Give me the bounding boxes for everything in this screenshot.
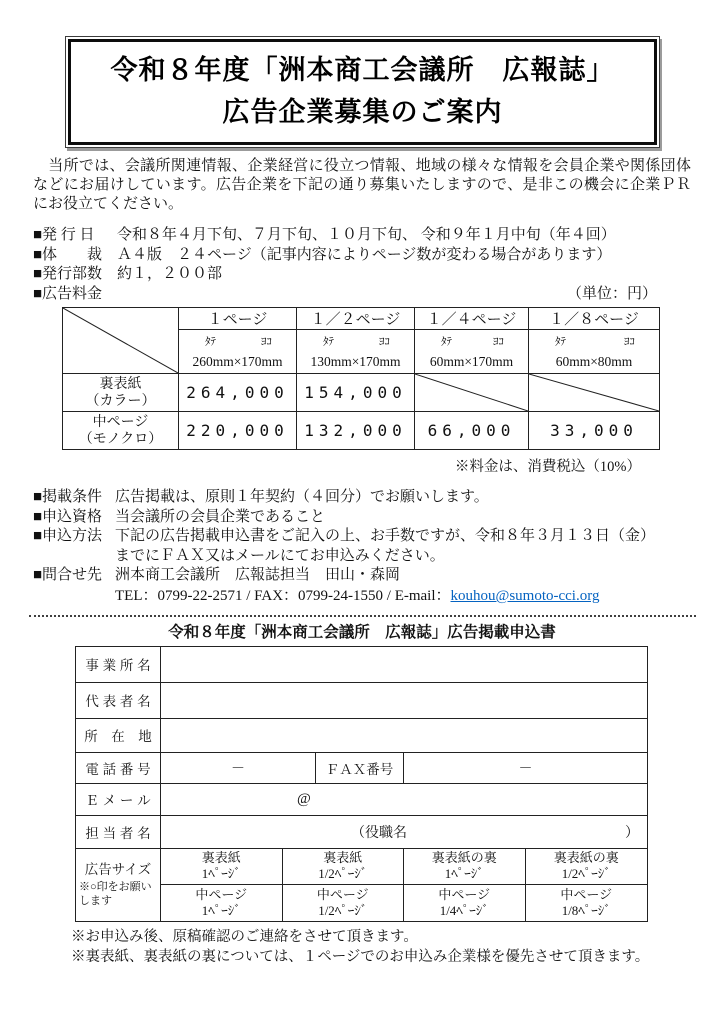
price-col-dims: [179, 330, 297, 374]
price-value: 264,000: [179, 374, 297, 412]
yoko-label: ﾖｺ: [261, 335, 272, 348]
terms-text: 広告掲載は、原則１年契約（４回分）でお願いします。: [115, 489, 489, 505]
info-label: ■発行部数: [33, 266, 103, 282]
form-row-representative: [76, 683, 647, 719]
contact-email-link[interactable]: kouhou@sumoto-cci.org: [450, 587, 600, 604]
terms-text: 下記の広告掲載申込書をご記入の上、お手数ですが、令和８年３月１３日（金）: [115, 528, 656, 545]
intro-paragraph: 当所では、会議所関連情報、企業経営に役立つ情報、地域の様々な情報を会員企業や関係団体などにお届けしています。広告企業を下記の通り募集いたしますので、是非この機会に企業ＰＲにお役立てください。: [33, 158, 691, 212]
contact-tel-fax: TEL：0799-22-2571 / FAX：0799-24-1550 / E-mail：: [115, 587, 451, 604]
price-value: 132,000: [297, 412, 415, 450]
terms-text: 洲本商工会議所 広報誌担当 田山・森岡: [115, 567, 401, 584]
ad-option-back-cover-1p[interactable]: 裏表紙 1ﾍﾟｰｼﾞ: [161, 849, 283, 885]
job-title-open-paren: （役職名: [351, 825, 407, 841]
ad-option-inside-back-cover-1p[interactable]: 裏表紙の裏 1ﾍﾟｰｼﾞ: [404, 849, 526, 885]
terms-row-how-to-apply: [33, 527, 691, 547]
publication-info-list: [33, 226, 691, 304]
terms-row-eligibility: [33, 508, 691, 528]
terms-row-conditions: [33, 488, 691, 508]
price-value: 154,000: [297, 374, 415, 412]
yoko-label: ﾖｺ: [624, 335, 635, 348]
price-col-dims: [297, 330, 415, 374]
dims-value: 130mm×170mm: [310, 353, 401, 369]
tate-label: ﾀﾃ: [555, 335, 566, 348]
tate-label: ﾀﾃ: [205, 335, 216, 348]
form-label-ad-size: 広告サイズ ※○印をお願いします: [76, 849, 161, 921]
price-col-dims: [529, 330, 660, 374]
price-row-label-inner-page: 中ページ （モノクロ）: [63, 412, 179, 450]
circle-mark-note: ※○印をお願いします: [79, 881, 152, 908]
ad-option-back-cover-half[interactable]: 裏表紙 1/2ﾍﾟｰｼﾞ: [283, 849, 405, 885]
dims-value: 60mm×170mm: [429, 353, 514, 369]
terms-label: ■掲載条件: [33, 489, 103, 505]
price-col-header: １／８ページ: [529, 308, 660, 330]
terms-label: ■申込方法: [33, 528, 103, 545]
terms-list: [33, 488, 691, 606]
price-table-corner-diagonal: [63, 308, 179, 374]
doc-title-line2: 広告企業募集のご案内: [222, 97, 503, 127]
footnote-draft-confirmation: ※お申込み後、原稿確認のご連絡をさせて頂きます。: [71, 928, 418, 945]
form-row-phone-fax: [76, 753, 647, 784]
ad-option-inner-page-half[interactable]: 中ページ 1/2ﾍﾟｰｼﾞ: [283, 885, 405, 921]
price-row-label-back-cover: 裏表紙 （カラー）: [63, 374, 179, 412]
price-value: 66,000: [415, 412, 529, 450]
price-cell-na-diagonal: [415, 374, 529, 412]
info-text: 令和８年４月下旬、７月下旬、１０月下旬、 令和９年１月中旬（年４回）: [117, 227, 616, 243]
terms-row-how-to-apply-cont: [33, 547, 691, 567]
tax-note: ※料金は、消費税込（10%）: [454, 459, 641, 475]
form-label-representative: 代 表 者 名: [76, 683, 161, 718]
form-row-ad-size: [76, 849, 647, 921]
price-table: [62, 307, 660, 450]
ad-option-inner-page-eighth[interactable]: 中ページ 1/8ﾍﾟｰｼﾞ: [560, 886, 613, 918]
yoko-label: ﾖｺ: [493, 335, 504, 348]
terms-text: までにＦＡＸ又はメールにてお申込みください。: [115, 547, 445, 564]
form-field-email[interactable]: @: [297, 790, 311, 807]
form-label-address: 所 在 地: [76, 719, 161, 752]
form-row-contact-person: [76, 816, 647, 849]
form-field-business-name[interactable]: [161, 647, 647, 682]
tate-label: ﾀﾃ: [323, 335, 334, 348]
price-value: 220,000: [179, 412, 297, 450]
info-label: ■体 裁: [33, 246, 103, 263]
form-label-fax: ＦＡＸ番号: [316, 753, 404, 783]
diagonal-line-icon: [63, 308, 178, 373]
form-label-email: Ｅ メ ー ル: [76, 784, 161, 815]
form-field-fax[interactable]: －: [518, 761, 533, 777]
form-field-phone[interactable]: －: [161, 753, 316, 783]
application-form-title: 令和８年度「洲本商工会議所 広報誌」広告掲載申込書: [168, 623, 556, 641]
doc-title-line1: 令和８年度「洲本商工会議所 広報誌」: [110, 55, 615, 85]
form-row-business-name: [76, 647, 647, 683]
form-field-address[interactable]: [161, 719, 647, 752]
ad-option-inside-back-cover-half[interactable]: 裏表紙の裏 1/2ﾍﾟｰｼﾞ: [526, 849, 648, 885]
diagonal-line-icon: [529, 374, 659, 411]
tate-label: ﾀﾃ: [441, 335, 452, 348]
yoko-label: ﾖｺ: [379, 335, 390, 348]
info-row-format: [33, 246, 691, 266]
info-label: ■発 行 日: [33, 227, 95, 243]
form-field-contact-person[interactable]: [161, 816, 647, 848]
terms-label: ■申込資格: [33, 508, 103, 525]
price-value: 33,000: [529, 412, 660, 450]
form-label-business-name: 事 業 所 名: [76, 647, 161, 682]
form-row-address: [76, 719, 647, 753]
footnotes: [71, 927, 691, 967]
terms-label: [33, 547, 115, 567]
info-label: ■広告料金: [33, 285, 103, 302]
info-text: 約１，２００部: [117, 266, 223, 282]
application-form-table: [75, 646, 648, 922]
price-col-dims: [415, 330, 529, 374]
price-col-header: １／２ページ: [297, 308, 415, 330]
dashed-separator: [29, 615, 696, 617]
form-field-representative[interactable]: [161, 683, 647, 718]
ad-size-options: [161, 849, 647, 921]
unit-note: （単位：円）: [566, 285, 657, 302]
price-col-header: １ページ: [179, 308, 297, 330]
contact-detail-line: [115, 586, 691, 606]
job-title-close-paren: ）: [625, 825, 639, 841]
title-box: [65, 36, 660, 148]
info-row-circulation: [33, 265, 691, 285]
info-text: Ａ４版 ２４ページ（記事内容によりページ数が変わる場合があります）: [117, 246, 612, 263]
diagonal-line-icon: [415, 374, 528, 411]
ad-option-inner-page-1p[interactable]: 中ページ 1ﾍﾟｰｼﾞ: [161, 885, 283, 921]
terms-label: ■問合せ先: [33, 567, 103, 584]
form-label-phone: 電 話 番 号: [76, 753, 161, 783]
form-label-contact-person: 担 当 者 名: [76, 816, 161, 848]
info-row-ad-fees: [33, 285, 691, 305]
form-row-email: [76, 784, 647, 816]
dims-value: 60mm×80mm: [555, 353, 633, 369]
dims-value: 260mm×170mm: [192, 353, 283, 369]
info-row-issue-date: [33, 226, 691, 246]
terms-row-contact: [33, 566, 691, 586]
terms-text: 当会議所の会員企業であること: [115, 508, 326, 525]
price-col-header: １／４ページ: [415, 308, 529, 330]
footnote-priority: ※裏表紙、裏表紙の裏については、１ページでのお申込み企業様を優先させて頂きます。: [71, 948, 650, 965]
price-cell-na-diagonal: [529, 374, 660, 412]
ad-option-inner-page-quarter[interactable]: 中ページ 1/4ﾍﾟｰｼﾞ: [404, 885, 526, 921]
